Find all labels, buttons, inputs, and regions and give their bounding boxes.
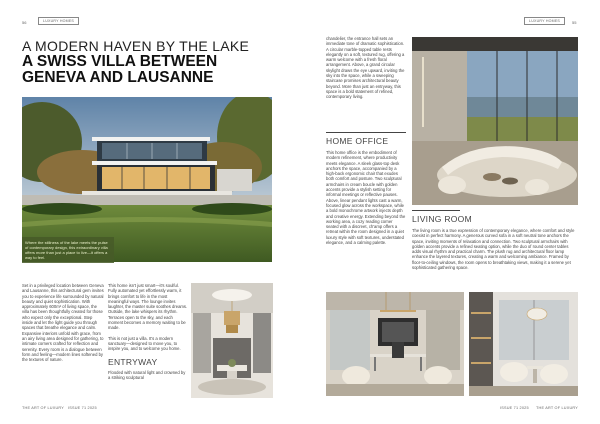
living-room-text: The living room is a true expression of contemporary elegance, where comfort and style coexist in perfect harmony. A generous curved sofa in a soft neutral tone anchors the space, inviting moments of relaxation and connection. Two sculptural armchairs with golden accents provide a refined seating option, while the duo of round center tables adds visual rhythm and practical charm. The plush rug and architectural floor lamp enhance the layered textures, creating a warm and welcoming ambiance. Framed by floor-to-ceiling windows, the room opens to breathtaking views, making it a serene yet sophisticated gathering space. [412,228,575,271]
living-room-photo [412,37,578,205]
entryway-text: Flooded with natural light and crowned by a striking sculptural [108,369,186,380]
living-divider [412,210,460,211]
home-office-heading: HOME OFFICE [326,136,389,146]
article-subtitle [22,54,217,85]
entryway-text-continued: chandelier, the entrance hall sets an immediate tone of dramatic sophistication. A circular marble-topped table rests elegantly on a soft, textured rug, offering a warm welcome with a fresh floral arrangement. Above, a grand circular skylight draws the eye upward, inviting the sky into the space, while a sweeping staircase promises architectural beauty beyond. More than just an entryway, this space is a bold statement of refined, contemporary living. [326,36,405,100]
section-tag-right: LUXURY HOMES [524,17,565,25]
page-number-right: 55 [572,20,577,25]
photo-caption: Where the stillness of the lake meets the pulse of contemporary design, this extraordinary villa offers more than just a place to live—it offers a way to feel. [22,237,114,263]
footer-issue-left: ISSUE 71 2025 [68,406,97,410]
home-office-text: This home office is the embodiment of modern refinement, where productivity meets elegance. A sleek glass-top desk anchors the space, accompanied by a high-back ergonomic chair that exudes both comfort and posture. Two sculptural armchairs in cream boucle with golden accents provide a stylish setting for informal meetings or reflective pauses. Above, linear pendant lights cast a warm, focused glow across the workspace, while a bold monochrome artwork injects depth and creative energy. Extending beyond the working area, a cozy reading corner seated with a discreet, ch'amp offers a retreat within the room designed in a quiet luxury style with soft textures, understated elegance, and a calming palette. [326,150,406,246]
article-subtitle-line-1: A SWISS VILLA BETWEEN [22,53,218,70]
middle-column [108,283,188,380]
section-tag-left: LUXURY HOMES [38,17,79,25]
right-page [300,0,600,424]
middle-text-2: This is not just a villa. It's a modern sanctuary—designed to move you, to inspire you, and to welcome you home. [108,335,181,352]
sitting-area-photo [469,292,578,396]
entryway-heading: ENTRYWAY [108,356,158,367]
article-subtitle-line-2: GENEVA AND LAUSANNE [22,68,214,86]
footer-issue-right: ISSUE 71 2025 [500,406,529,410]
article-title: A MODERN HAVEN BY THE LAKE [22,38,250,54]
page-number-left: 56 [22,20,27,25]
footer-magazine-right: THE ART OF LUXURY [536,406,579,410]
living-room-heading: LIVING ROOM [412,214,472,224]
section-divider [326,132,406,133]
intro-text: Set in a privileged location between Geneva and Lausanne, this architectural gem invites you to experience life surrounded by natural beauty and quiet sophistication. With approximately 600m² of living space, the villa has been thoughtfully created for those who expect only the exceptional. Step inside and let the light guide you through spaces that breathe elegance and calm. Expansive interiors unfold with grace, from an airy living area designed for gathering, to intimate corners crafted for reflection and serenity. Every room is a dialogue between form and feeling—modern lines softened by the textures of nature. [22,283,104,363]
middle-text: This home isn't just smart—it's soulful. Fully automated yet effortlessly warm, it brings comfort to life in the most meaningful ways. The lounge invites laughter, the master suite soothes dreams. Outside, the lake whispers its rhythm. Terraces open to the sky, and each moment becomes a memory waiting to be made. [108,283,188,331]
entryway-photo [191,283,273,398]
home-office-photo [326,292,464,396]
footer-magazine-left: THE ART OF LUXURY [22,406,65,410]
